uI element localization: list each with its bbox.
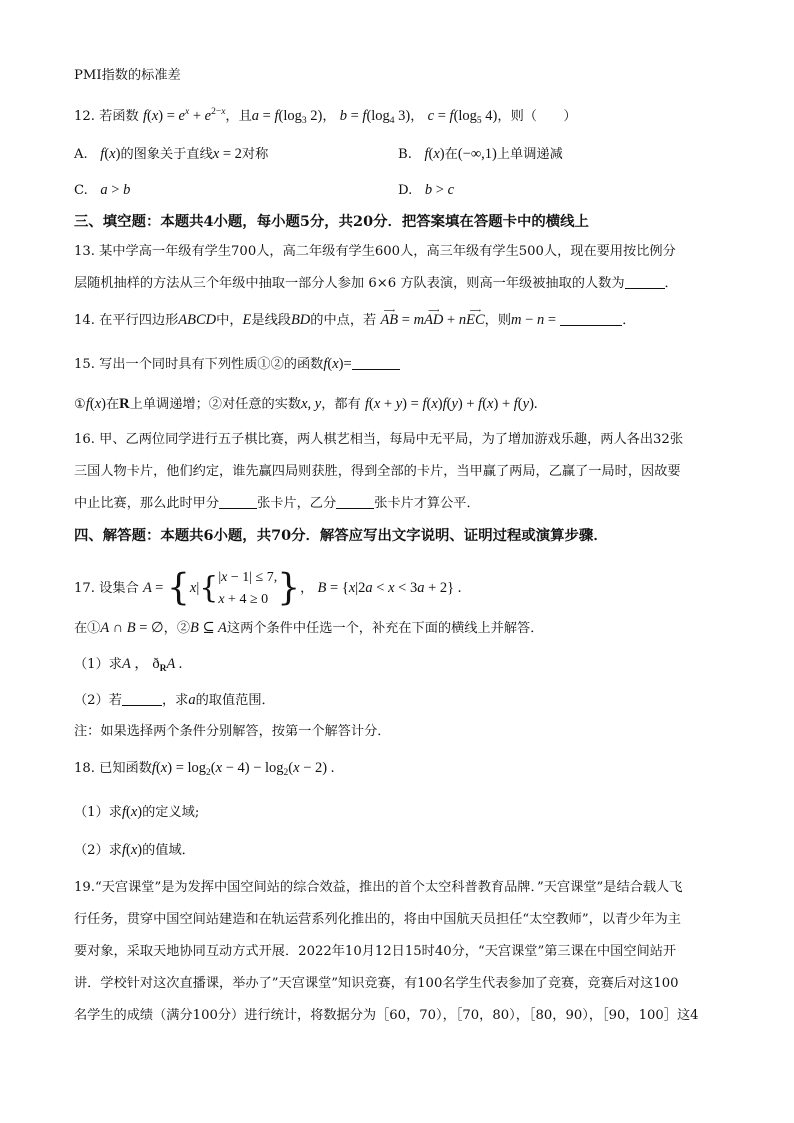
answer-blank[interactable] — [560, 311, 622, 326]
question-12: 12. 若函数 $f(x) = e^x + e^{2-x}$，且$a = f(\log_3$ 2)， $b = f(\log_4$ 3)， $c = f(\log_5$ 4)，则（ ） — [74, 107, 577, 126]
question-17-note: 注：如果选择两个条件分别解答，按第一个解答计分． — [74, 724, 391, 739]
question-13-line-2: 层随机抽样的方法从三个年级中抽取一部分人参加 6×6 方队表演，则高一年级被抽取的人数为 ． — [74, 276, 678, 291]
header-fragment: PMI指数的标准差 — [74, 68, 181, 83]
question-19-line-4: 讲．学校针对这次直播课，举办了”天宫课堂”知识竞赛，有100名学生代表参加了竞赛，竞赛后对这100 — [74, 976, 679, 991]
question-15: 15. 写出一个同时具有下列性质①②的函数f(x)= — [74, 354, 400, 375]
question-19-line-2: 行任务，贯穿中国空间站建造和在轨运营系列化推出的，将由中国航天员担任“太空教师”，以青少年为主 — [74, 912, 681, 927]
question-18: 18. 已知函数$f(x) = \log_2(x - 4) - \log_2(x - 2)$ . — [74, 760, 335, 778]
q12-option-b: B. f(x)在(−∞,1)上单调递减 — [398, 146, 563, 162]
question-16-line-2: 三国人物卡片，他们约定，谁先赢四局则获胜，得到全部的卡片，当甲赢了两局，乙赢了一局时，因故要 — [74, 464, 681, 479]
question-17-conditions: 在①A ∩ B = ∅，②B ⊆ A这两个条件中任选一个，补充在下面的横线上并解答． — [74, 620, 544, 636]
question-18-part-2: （2）求f(x)的值域． — [74, 842, 195, 858]
question-19-line-1: 19.“天宫课堂”是为发挥中国空间站的综合效益，推出的首个太空科普教育品牌．”天宫课堂”是结合载人飞 — [74, 880, 683, 895]
q12-option-c: C. a > b — [74, 182, 131, 198]
question-13-line-1: 13. 某中学高一年级有学生700人，高二年级有学生600人，高三年级有学生500人，现在要用按比例分 — [74, 244, 676, 259]
question-17-part-1: （1）求A ， $ð_RA$ . — [74, 656, 183, 674]
formula: $f(x) = e^x + e^{2-x}$ — [142, 107, 226, 124]
answer-blank[interactable] — [336, 494, 374, 509]
q12-option-a: A. f(x)的图象关于直线x = 2对称 — [74, 146, 269, 162]
question-19-line-5: 名学生的成绩（满分100分）进行统计，将数据分为［60，70），［70，80），［80，90），［90，100］这4 — [74, 1008, 699, 1023]
question-19-line-3: 要对象，采取天地协同互动方式开展．2022年10月12日15时40分，“天宫课堂”第三课在中国空间站开 — [74, 944, 677, 959]
question-14: 14. 在平行四边形ABCD中，E是线段BD的中点，若 ⟶ AB = m⟶ AD + n⟶ EC，则m − n = ． — [74, 310, 635, 331]
question-15-properties: ①f(x)在R上单调递增；②对任意的实数x, y，都有 f(x + y) = f(x)f(y) + f(x) + f(y). — [74, 396, 538, 412]
answer-blank[interactable] — [352, 355, 400, 370]
q12-option-d: D. b > c — [398, 182, 454, 198]
question-17-part-2: （2）若 ，求a的取值范围． — [74, 692, 275, 708]
answer-blank[interactable] — [219, 494, 257, 509]
question-18-part-1: （1）求f(x)的定义域; — [74, 804, 200, 820]
question-17: 17. 设集合 A = {x|{|x − 1| ≤ 7, x + 4 ≥ 0 }， B = {x|2a < x < 3a + 2} . — [74, 567, 462, 609]
section-heading-4: 四、解答题：本题共6小题，共70分．解答应写出文字说明、证明过程或演算步骤． — [74, 527, 608, 544]
section-heading-3: 三、填空题：本题共4小题，每小题5分，共20分．把答案填在答题卡中的横线上 — [74, 213, 589, 230]
answer-blank[interactable] — [625, 274, 665, 289]
answer-blank[interactable] — [122, 691, 162, 706]
question-16-line-3: 中止比赛，那么此时甲分 张卡片，乙分 张卡片才算公平． — [74, 496, 480, 511]
question-16-line-1: 16. 甲、乙两位同学进行五子棋比赛，两人棋艺相当，每局中无平局，为了增加游戏乐趣，两人各出32张 — [74, 432, 684, 447]
